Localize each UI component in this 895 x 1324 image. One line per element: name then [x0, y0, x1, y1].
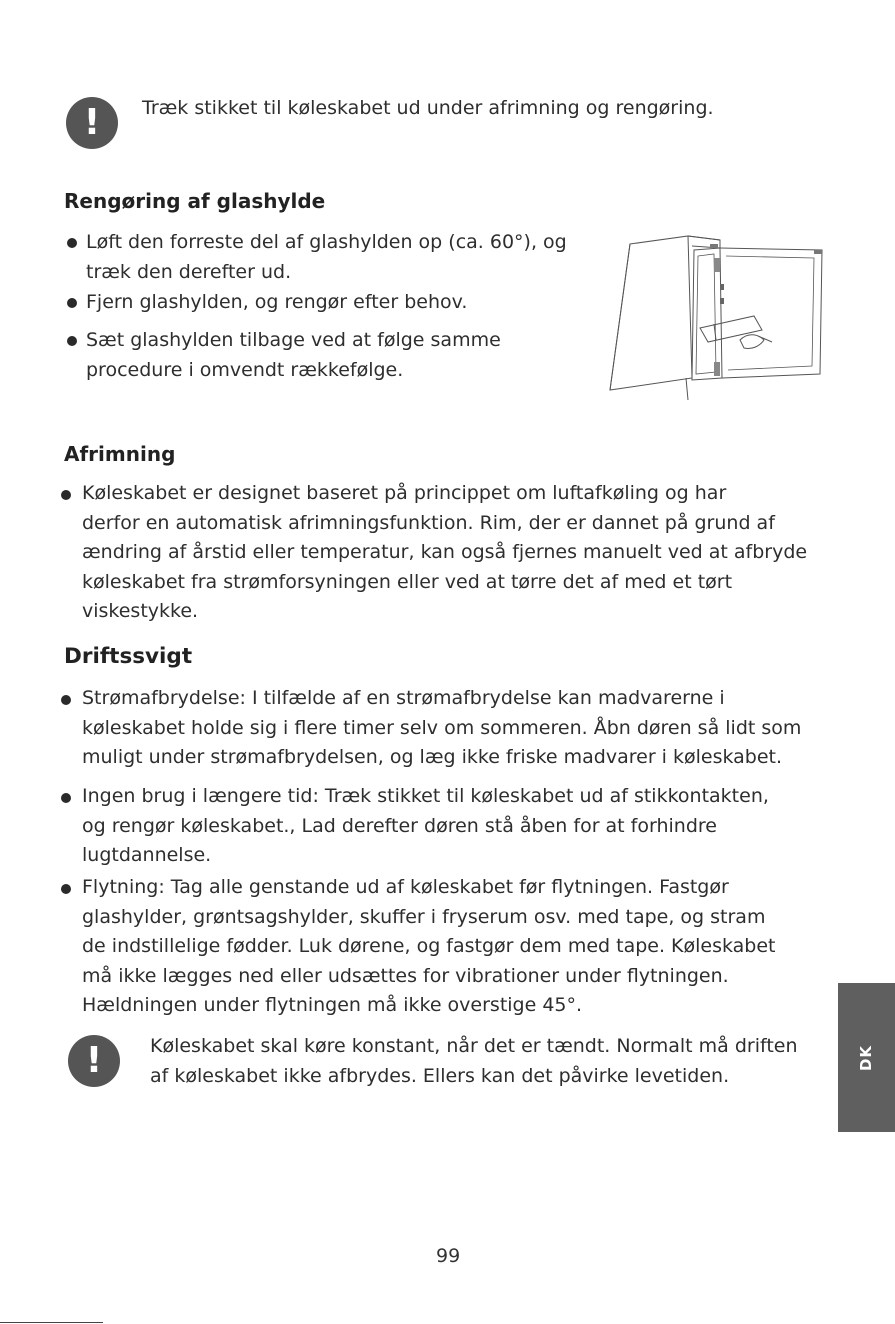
list-item: Strømafbrydelse: I tilfælde af en strømafbrydelse kan madvarerne i køleskabet holde sig i flere timer selv om sommeren. Åbn døren så lidt som muligt under strømafbrydelsen, og læg ikke friske madvarer i køleskabet.	[82, 687, 802, 768]
bullet-dot	[61, 490, 71, 500]
list-item: Sæt glashylden tilbage ved at følge samme procedure i omvendt rækkefølge.	[86, 329, 501, 381]
section-title-defrost: Afrimning	[64, 442, 176, 466]
list-item: Løft den forreste del af glashylden op (ca. 60°), og træk den derefter ud.	[86, 231, 567, 283]
bullet-dot	[67, 298, 77, 308]
bullet-dot	[61, 695, 71, 705]
list-item: Ingen brug i længere tid: Træk stikket til køleskabet ud af stikkontakten, og rengør køleskabet., Lad derefter døren stå åben for at forhindre lugtdannelse.	[82, 785, 769, 866]
section-title-glass-shelf: Rengøring af glashylde	[64, 189, 326, 213]
page-number: 99	[436, 1245, 461, 1267]
footer-rule	[0, 1322, 103, 1323]
list-item: Fjern glashylden, og rengør efter behov.	[86, 291, 468, 313]
bullet-dot	[67, 238, 77, 248]
list-item: Køleskabet er designet baseret på princippet om luftafkøling og har derfor en automatisk afrimningsfunktion. Rim, der er dannet på grund af ændring af årstid eller temperatur, kan også fjernes manuelt ved at afbryde køleskabet fra strømforsyningen eller ved at tørre det af med et tørt viskestykke.	[82, 482, 808, 622]
bullet-dot	[67, 336, 77, 346]
bullet-dot	[61, 793, 71, 803]
fridge-shelf-illustration	[608, 228, 830, 402]
warning-exclamation-icon: !	[68, 1035, 120, 1087]
warning-exclamation-icon: !	[66, 97, 118, 149]
bullet-dot	[61, 884, 71, 894]
section-title-operation-failure: Driftssvigt	[64, 644, 193, 669]
bottom-warning-text: Køleskabet skal køre konstant, når det er tændt. Normalt må driften af køleskabet ikke afbrydes. Ellers kan det påvirke levetiden.	[150, 1035, 798, 1087]
top-warning-text: Træk stikket til køleskabet ud under afrimning og rengøring.	[142, 97, 714, 119]
language-tab-dk: DK	[838, 983, 895, 1132]
list-item: Flytning: Tag alle genstande ud af køleskabet før flytningen. Fastgør glashylder, grøntsagshylder, skuffer i fryserum osv. med tape, og stram de indstillelige fødder. Luk dørene, og fastgør dem med tape. Køleskabet må ikke lægges ned eller udsættes for vibrationer under flytningen. Hældningen under flytningen må ikke overstige 45°.	[82, 876, 776, 1016]
